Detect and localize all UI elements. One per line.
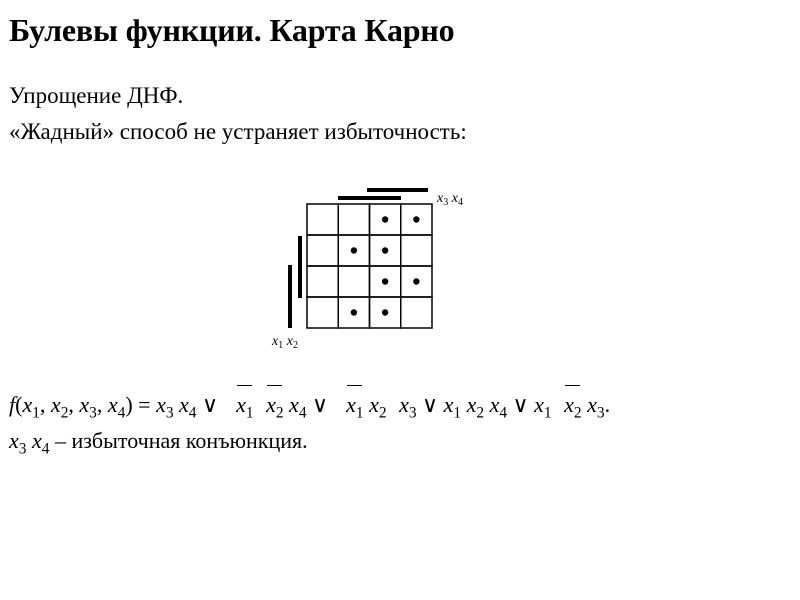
note-x3-sub: 3 — [18, 440, 27, 458]
karnaugh-map-svg — [260, 180, 490, 360]
kmap-cell — [338, 266, 369, 297]
term1-x4-sub: 4 — [188, 404, 197, 422]
formula-line — [9, 392, 611, 422]
term3-x3: x — [399, 392, 409, 417]
redundant-note — [9, 428, 308, 458]
kmap-top-label-var-a: x — [437, 191, 444, 206]
formula-close: ) = — [125, 392, 157, 417]
or-2: ∨ — [306, 392, 334, 417]
term5-x3-sub: 3 — [596, 404, 605, 422]
term1-x3: x — [156, 392, 166, 417]
kmap-cell — [307, 297, 338, 328]
formula-arg-x3-sub: 3 — [89, 404, 97, 422]
term4-x1-sub: 1 — [453, 404, 462, 422]
formula-arg-x1-sub: 1 — [32, 404, 40, 422]
formula-f: f — [9, 392, 16, 417]
kmap-top-label-sub-a: 3 — [443, 197, 449, 208]
kmap-top-label-var-b: x — [448, 191, 458, 206]
kmap-top-label — [436, 191, 463, 208]
term5-x2: x — [564, 392, 574, 417]
term2-x1-sub: 1 — [245, 404, 254, 422]
kmap-one-dot — [382, 309, 388, 315]
term2-x4: x — [289, 392, 299, 417]
term3-x1-negated — [346, 392, 364, 422]
subtitle-line-1: Упрощение ДНФ. — [9, 83, 184, 108]
kmap-left-label-sub-b: 2 — [292, 340, 298, 351]
kmap-left-label — [271, 334, 298, 351]
term1-x4: x — [179, 392, 189, 417]
kmap-one-dot — [351, 309, 357, 315]
term2-x2-sub: 2 — [275, 404, 284, 422]
term5-x1: x — [534, 392, 544, 417]
term5-x2-negated — [564, 392, 582, 422]
term2-x4-sub: 4 — [298, 404, 307, 422]
note-x3: x — [9, 428, 19, 453]
formula-arg-x4-sub: 4 — [117, 404, 126, 422]
note-x4-sub: 4 — [41, 440, 50, 458]
term2-x1-negated — [236, 392, 254, 422]
formula-end: . — [604, 392, 611, 417]
kmap-cell — [401, 235, 432, 266]
term3-x2-sub: 2 — [378, 404, 387, 422]
term3-x2: x — [369, 392, 379, 417]
term5-x2-sub: 2 — [573, 404, 582, 422]
term4-x2-sub: 2 — [476, 404, 485, 422]
term3-x3-sub: 3 — [408, 404, 417, 422]
term2-x2-negated — [266, 392, 284, 422]
formula-arg-x2-sub: 2 — [60, 404, 69, 422]
slide-title: Булевы функции. Карта Карно — [9, 12, 455, 48]
term5-x1-sub: 1 — [543, 404, 552, 422]
kmap-cell — [307, 235, 338, 266]
term5-x3: x — [587, 392, 597, 417]
formula-comma-3: , — [96, 392, 108, 417]
term3-x1: x — [346, 392, 356, 417]
or-1: ∨ — [196, 392, 224, 417]
kmap-one-dot — [351, 247, 357, 253]
formula-comma-1: , — [39, 392, 51, 417]
or-4: ∨ — [507, 392, 535, 417]
or-3: ∨ — [416, 392, 444, 417]
formula-arg-x2: x — [50, 392, 61, 417]
kmap-cell — [307, 266, 338, 297]
formula-comma-2: , — [68, 392, 80, 417]
kmap-one-dot — [382, 278, 388, 284]
subtitle-line-2: «Жадный» способ не устраняет избыточность: — [9, 119, 467, 144]
term4-x1: x — [443, 392, 454, 417]
formula-arg-x1: x — [22, 392, 33, 417]
term4-x4: x — [489, 392, 500, 417]
term1-x3-sub: 3 — [165, 404, 174, 422]
kmap-one-dot — [413, 278, 419, 284]
kmap-cell — [401, 297, 432, 328]
formula-arg-x3: x — [79, 392, 90, 417]
karnaugh-map — [260, 180, 490, 360]
formula-arg-x4: x — [107, 392, 118, 417]
kmap-cell — [338, 204, 369, 235]
formula-open: ( — [15, 392, 23, 417]
kmap-one-dot — [382, 247, 388, 253]
term2-x1: x — [236, 392, 246, 417]
term4-x2: x — [466, 392, 477, 417]
kmap-one-dot — [382, 216, 388, 222]
kmap-top-label-sub-b: 4 — [457, 197, 463, 208]
note-x4: x — [31, 428, 42, 453]
kmap-one-dot — [413, 216, 419, 222]
kmap-cell — [307, 204, 338, 235]
kmap-left-label-sub-a: 1 — [278, 340, 284, 351]
kmap-left-label-var-a: x — [272, 334, 279, 349]
kmap-left-label-var-b: x — [283, 334, 293, 349]
note-text: – избыточная конъюнкция. — [49, 428, 308, 453]
term3-x1-sub: 1 — [355, 404, 364, 422]
term4-x4-sub: 4 — [499, 404, 508, 422]
term2-x2: x — [266, 392, 276, 417]
